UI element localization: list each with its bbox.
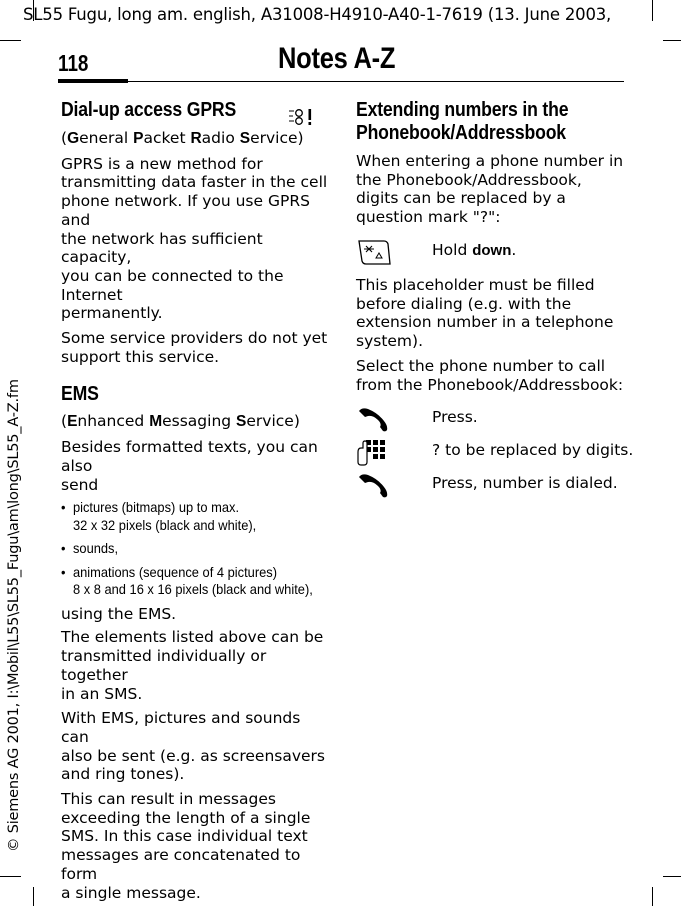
ems-paragraph: This can result in messages exceeding the length of a single SMS. In this case individual text messages are concatenated to form a single message. [61,790,311,902]
list-item: • pictures (bitmaps) up to max. 32 x 32 pixels (black and white), [61,499,257,533]
step-text: ? to be replaced by digits. [432,441,634,459]
list-item: • animations (sequence of 4 pictures) 8 x 8 and 16 x 16 pixels (black and white), [61,563,313,598]
gprs-expansion: (General Packet Radio Service) [61,129,304,147]
step-text: Hold down. [432,241,517,259]
step-press-call [356,405,626,435]
gprs-availability-note: Some service providers do not yet support this service. [61,329,328,366]
copyright-sidebar: © Siemens AG 2001, I:\Mobil\L55\SL55_Fugu\am\long\SL55_A-Z.fm [6,379,22,852]
page-title: Notes A-Z [278,42,396,75]
list-item: • sounds, [61,540,119,557]
placeholder-note [356,276,624,394]
gprs-heading: Dial-up access GPRS [61,98,237,121]
select-number-paragraph: Select the phone number to call from the Phonebook/Addressbook: [356,356,624,394]
placeholder-paragraph: This placeholder must be filled before dialing (e.g. with the extension number in a telephone system). [356,276,614,351]
crop-mark [663,40,681,41]
step-text: Press, number is dialed. [432,474,618,492]
crop-mark [0,876,21,877]
call-key-icon [356,405,392,435]
crop-mark [663,876,681,877]
crop-mark [0,40,21,41]
call-key-icon [356,471,392,501]
right-column [356,98,624,227]
step-hold-star [356,238,626,268]
header-rule [58,81,624,82]
running-head: SL55 Fugu, long am. english, A31008-H4910-A40-1-7619 (13. June 2003, [23,5,612,24]
ems-intro: Besides formatted texts, you can also send [61,438,318,494]
gprs-description: GPRS is a new method for transmitting data faster in the cell phone network. If you use GPRS and the network has sufficient capacity, you can be connected to the Internet permanently. [61,154,328,323]
page-number: 118 [58,50,89,76]
ems-heading: EMS [61,382,99,406]
star-key-icon [356,238,392,268]
keypad-icon [356,438,392,468]
step-text: Press. [432,408,478,426]
step-enter-digits [356,438,634,468]
ems-feature-list [61,499,331,599]
step-dial [356,471,626,501]
crop-mark [33,887,34,906]
ems-after-list: using the EMS. [61,604,177,623]
left-column [61,98,331,902]
ems-paragraph: With EMS, pictures and sounds can also be sent (e.g. as screensavers and ring tones). [61,709,325,784]
crop-mark [652,887,653,906]
extending-numbers-intro: When entering a phone number in the Phonebook/Addressbook, digits can be replaced by a question mark "?": [356,152,624,227]
ems-paragraph: The elements listed above can be transmitted individually or together in an SMS. [61,628,324,703]
ems-expansion: (Enhanced Messaging Service) [61,412,300,431]
extending-numbers-heading: Extending numbers in the Phonebook/Addressbook [356,98,569,144]
